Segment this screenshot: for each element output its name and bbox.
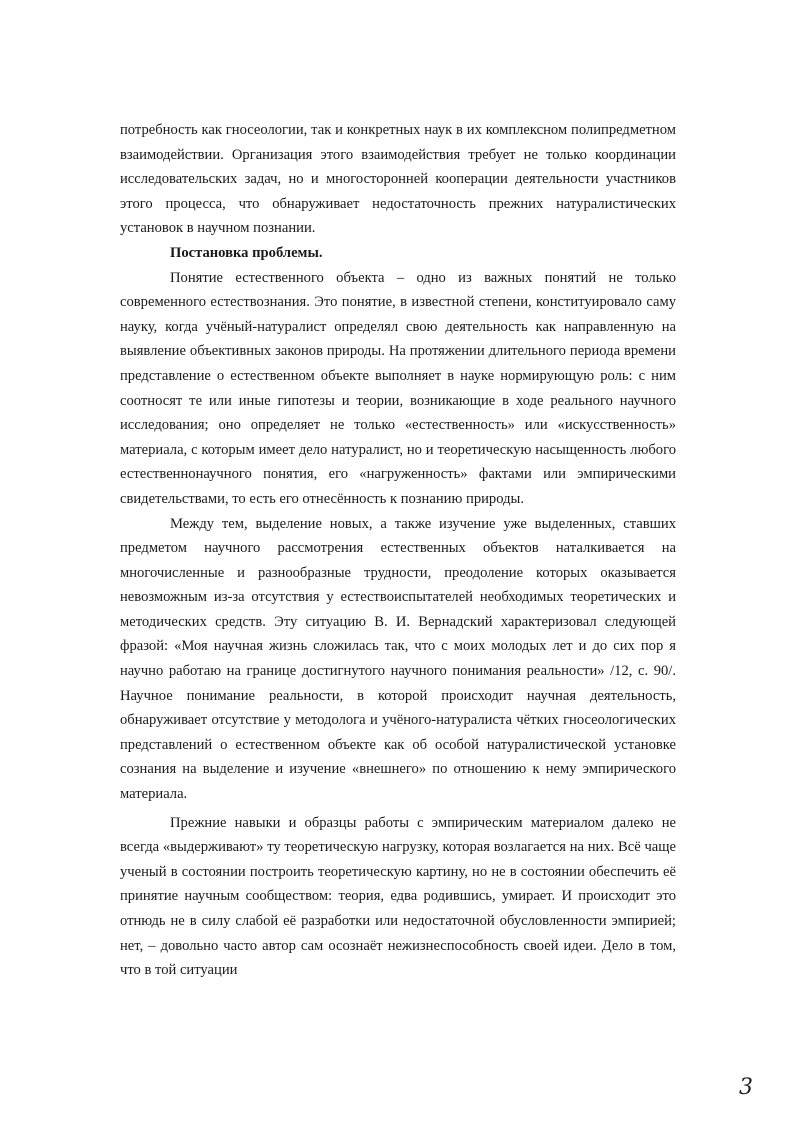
paragraph-1: Понятие естественного объекта – одно из важных понятий не только современного естествознания. Это понятие, в известной степени, конституировало саму науку, когда учёный-натуралист определял свою деятельность как направленную на выявление объективных законов природы. На протяжении длительного периода времени представление о естественном объекте выполняет в науке нормирующую роль: с ним соотносят те или иные гипотезы и теории, возникающие в ходе реального научного исследования; оно определяет не только «естественность» или «искусственность» материала, с которым имеет дело натуралист, но и теоретическую насыщенность любого естественнонаучного понятия, его «нагруженность» фактами или эмпирическими свидетельствами, то есть его отнесённость к познанию природы. xyxy=(120,269,676,507)
page-number: 3 xyxy=(739,1075,753,1100)
paragraph-3: Прежние навыки и образцы работы с эмпирическим материалом далеко не всегда «выдерживают» ту теоретическую нагрузку, которая возлагается на них. Всё чаще ученый в состоянии построить теоретическую картину, но не в состоянии обеспечить её принятие научным сообществом: теория, едва родившись, умирает. И происходит это отнюдь не в силу слабой её разработки или недостаточной обусловленности эмпирией; нет, – довольно часто автор сам осознаёт нежизнеспособность своей идеи. Дело в том, что в той ситуации xyxy=(120,814,676,979)
continuation-paragraph: потребность как гносеологии, так и конкретных наук в их комплексном полипредметном взаимодействии. Организация этого взаимодействия требует не только координации исследовательских задач, но и многосторонней кооперации деятельности участников этого процесса, что обнаруживает недостаточность прежних натуралистических установок в научном познании. xyxy=(120,122,676,237)
document-body xyxy=(120,118,676,983)
section-heading: Постановка проблемы. xyxy=(170,244,323,261)
paragraph-2: Между тем, выделение новых, а также изучение уже выделенных, ставших предметом научного рассмотрения естественных объектов наталкивается на многочисленные и разнообразные трудности, преодоление которых оказывается невозможным из-за отсутствия у естествоиспытателей необходимых теоретических и методических средств. Эту ситуацию В. И. Вернадский характеризовал следующей фразой: «Моя научная жизнь сложилась так, что с моих молодых лет и до сих пор я научно работаю на границе достигнутого научного понимания реальности» /12, с. 90/. Научное понимание реальности, в которой происходит научная деятельность, обнаруживает отсутствие у методолога и учёного-натуралиста чётких гносеологических представлений о естественном объекте как об особой натуралистической установке сознания на выделение и изучение «внешнего» по отношению к нему эмпирического материала. xyxy=(120,515,676,803)
